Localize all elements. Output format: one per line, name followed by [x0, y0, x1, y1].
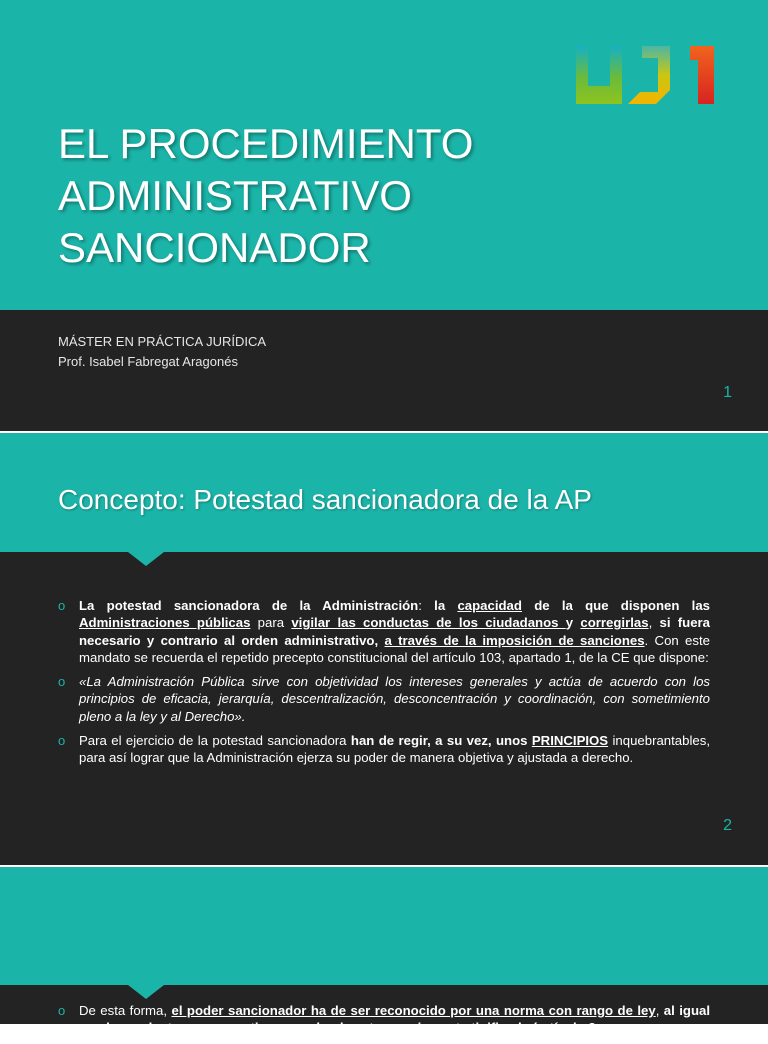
slide-2: [0, 433, 768, 865]
title-line-2: ADMINISTRATIVO: [58, 172, 412, 219]
text-run: corregirlas: [580, 615, 649, 631]
list-item: [58, 1002, 710, 1037]
bullet-icon: o: [58, 733, 66, 749]
bullet-icon: o: [58, 598, 66, 613]
text-run: ,: [655, 1003, 664, 1018]
text-run: La potestad sancionadora de la Administración: [79, 598, 419, 613]
list-item: [58, 597, 710, 666]
list-item: [58, 732, 710, 767]
slide-1-title: [58, 118, 473, 274]
text-run: «La Administración Pública sirve con objetividad los intereses generales y actúa de acuerdo con los principios de eficacia, jerarquía, descentralización, desconcentración y coordinación, con sometimiento pleno a la ley y al Derecho».: [79, 674, 710, 724]
text-run: para: [250, 615, 292, 631]
slide-2-title: Concepto: Potestad sancionadora de la AP: [58, 484, 592, 515]
text-run: inquebrantables, para así lograr que la Administración ejerza su poder de manera objetiva y ajustada a derecho.: [79, 733, 710, 766]
text-run: Administraciones públicas: [79, 615, 251, 631]
subtitle-master: MÁSTER EN PRÁCTICA JURÍDICA: [58, 334, 267, 349]
text-run: a través de la imposición de sanciones: [384, 632, 645, 648]
text-run: la: [434, 598, 458, 613]
slide-3: [0, 867, 768, 1036]
text-run: y: [565, 615, 581, 631]
text-run: si fuera necesario y contrario al orden administrativo,: [79, 615, 711, 648]
title-line-3: SANCIONADOR: [58, 224, 371, 271]
text-run: vigilar las conductas de los ciudadanos: [291, 615, 566, 631]
page-number-1: 1: [723, 384, 732, 401]
uji-logo: [576, 42, 716, 106]
slide-3-title-band: [0, 867, 768, 985]
text-run: capacidad: [457, 598, 522, 613]
text-run: ,: [648, 615, 660, 631]
text-run: De esta forma,: [79, 1003, 172, 1018]
slide-1: [0, 0, 768, 431]
text-run: han de regir, a su vez, unos: [350, 733, 532, 749]
bullet-icon: o: [58, 674, 66, 690]
page-number-2: 2: [723, 817, 732, 834]
bullet-icon: o: [58, 1003, 66, 1018]
text-run: el poder sancionador ha de ser reconocido por una norma con rango de ley: [171, 1003, 656, 1018]
title-line-1: EL PROCEDIMIENTO: [58, 120, 474, 167]
text-run: de la que disponen las: [521, 598, 710, 613]
slide-3-bullets: [58, 1002, 710, 1044]
text-run: PRINCIPIOS: [531, 733, 609, 749]
text-run: :: [418, 598, 435, 613]
slide-2-bullets: [58, 597, 710, 774]
list-item: [58, 673, 710, 725]
slide-3-notch: [128, 985, 164, 999]
text-run: . Con este mandato se recuerda el repetido precepto constitucional del artículo 103, apartado 1, de la CE que dispone:: [79, 632, 710, 665]
text-run: Para el ejercicio de la potestad sancionadora: [79, 733, 351, 749]
slide-2-notch: [128, 552, 164, 566]
text-run: al igual que la conducta que se castigue, que ha de estar previamente tipificada (artículo 2: [79, 1003, 711, 1036]
subtitle-professor: Prof. Isabel Fabregat Aragonés: [58, 354, 238, 369]
